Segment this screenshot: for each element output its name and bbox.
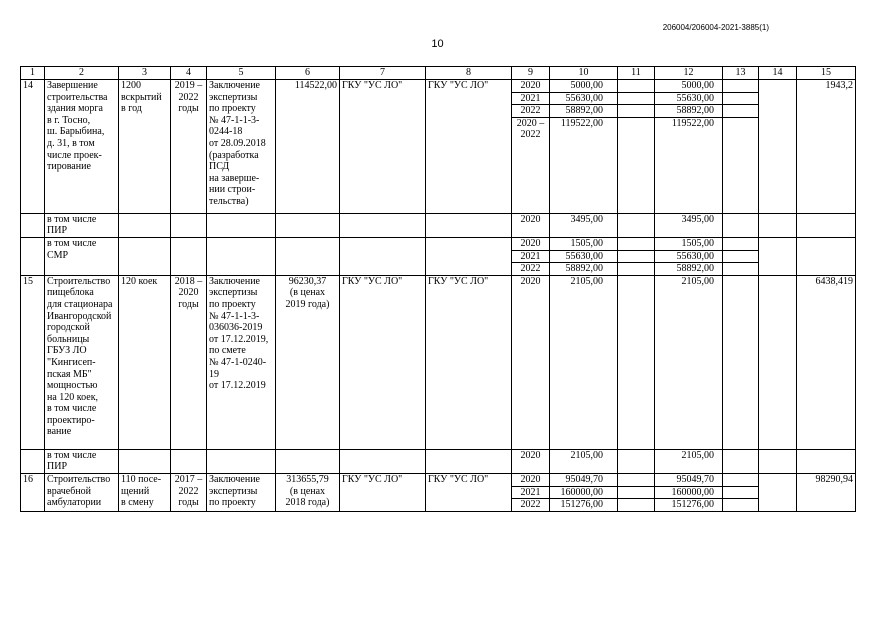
empty-cell <box>207 449 276 473</box>
header-cell: 4 <box>171 67 207 80</box>
document-id: 206004/206004-2021-3885(1) <box>662 23 769 32</box>
empty-cell <box>723 80 759 93</box>
amount: 119522,00 <box>550 117 618 213</box>
header-cell: 9 <box>512 67 550 80</box>
empty-cell <box>119 449 171 473</box>
amount-col12: 1505,00 <box>655 237 723 250</box>
subrow-label: в том числе СМР <box>45 237 119 275</box>
empty-cell <box>618 499 655 512</box>
empty-cell <box>759 213 797 237</box>
amount-col12: 160000,00 <box>655 486 723 499</box>
capacity: 1200 вскрытий в год <box>119 80 171 214</box>
amount: 1505,00 <box>550 237 618 250</box>
header-cell: 8 <box>426 67 512 80</box>
empty-cell <box>618 80 655 93</box>
empty-cell <box>618 486 655 499</box>
header-cell: 7 <box>340 67 426 80</box>
amount: 95049,70 <box>550 473 618 486</box>
empty-cell <box>21 237 45 275</box>
table-row <box>21 449 856 473</box>
subrow-label: в том числе ПИР <box>45 449 119 473</box>
empty-cell <box>618 92 655 105</box>
customer: ГКУ "УС ЛО" <box>340 473 426 511</box>
amount-col12: 3495,00 <box>655 213 723 237</box>
empty-cell <box>207 237 276 275</box>
empty-cell <box>618 275 655 449</box>
amount: 58892,00 <box>550 263 618 276</box>
empty-cell <box>618 473 655 486</box>
col15-value: 6438,419 <box>797 275 856 449</box>
empty-cell <box>171 237 207 275</box>
builder: ГКУ "УС ЛО" <box>426 473 512 511</box>
estimated-cost: 96230,37 (в ценах 2019 года) <box>276 275 340 449</box>
amount-col12: 58892,00 <box>655 263 723 276</box>
header-cell: 1 <box>21 67 45 80</box>
year: 2020 <box>512 237 550 250</box>
object-name: Строительство врачебной амбулатории <box>45 473 119 511</box>
year: 2020 <box>512 449 550 473</box>
empty-cell <box>618 237 655 250</box>
year: 2021 <box>512 92 550 105</box>
amount: 2105,00 <box>550 275 618 449</box>
basis: Заключение экспертизы по проекту № 47-1-1-3- 036036-2019 от 17.12.2019, по смете № 47-1-0240- 19 от 17.12.2019 <box>207 275 276 449</box>
empty-cell <box>21 213 45 237</box>
header-cell: 14 <box>759 67 797 80</box>
table-row <box>21 275 856 449</box>
amount-col12: 2105,00 <box>655 275 723 449</box>
table-row <box>21 473 856 486</box>
empty-cell <box>171 213 207 237</box>
empty-cell <box>759 275 797 449</box>
header-cell: 15 <box>797 67 856 80</box>
capacity: 120 коек <box>119 275 171 449</box>
header-cell: 6 <box>276 67 340 80</box>
empty-cell <box>426 213 512 237</box>
header-cell: 13 <box>723 67 759 80</box>
empty-cell <box>618 250 655 263</box>
header-cell: 11 <box>618 67 655 80</box>
empty-cell <box>426 237 512 275</box>
row-number: 16 <box>21 473 45 511</box>
table-row <box>21 237 856 250</box>
year: 2020 <box>512 473 550 486</box>
basis: Заключение экспертизы по проекту № 47-1-1-3- 0244-18 от 28.09.2018 (разработка ПСД на заверше- нии строи- тельства) <box>207 80 276 214</box>
year: 2020 <box>512 80 550 93</box>
amount-col12: 95049,70 <box>655 473 723 486</box>
header-cell: 12 <box>655 67 723 80</box>
period: 2019 – 2022 годы <box>171 80 207 214</box>
empty-cell <box>618 263 655 276</box>
row-number: 15 <box>21 275 45 449</box>
builder: ГКУ "УС ЛО" <box>426 80 512 214</box>
empty-cell <box>276 213 340 237</box>
year: 2020 – 2022 <box>512 117 550 213</box>
empty-cell <box>340 449 426 473</box>
empty-cell <box>21 449 45 473</box>
empty-cell <box>759 473 797 511</box>
amount: 3495,00 <box>550 213 618 237</box>
empty-cell <box>340 213 426 237</box>
empty-cell <box>723 237 759 250</box>
header-cell: 10 <box>550 67 618 80</box>
empty-cell <box>276 237 340 275</box>
amount: 151276,00 <box>550 499 618 512</box>
header-cell: 5 <box>207 67 276 80</box>
table-row <box>21 80 856 93</box>
period: 2017 – 2022 годы <box>171 473 207 511</box>
empty-cell <box>797 237 856 275</box>
empty-cell <box>207 213 276 237</box>
amount: 58892,00 <box>550 105 618 118</box>
empty-cell <box>618 449 655 473</box>
row-number: 14 <box>21 80 45 214</box>
empty-cell <box>723 117 759 213</box>
empty-cell <box>723 263 759 276</box>
amount-col12: 55630,00 <box>655 250 723 263</box>
investment-table <box>20 66 856 512</box>
basis: Заключение экспертизы по проекту <box>207 473 276 511</box>
empty-cell <box>723 92 759 105</box>
estimated-cost: 313655,79 (в ценах 2018 года) <box>276 473 340 511</box>
amount: 160000,00 <box>550 486 618 499</box>
page-number: 10 <box>431 38 444 50</box>
empty-cell <box>340 237 426 275</box>
estimated-cost: 114522,00 <box>276 80 340 214</box>
amount-col12: 5000,00 <box>655 80 723 93</box>
empty-cell <box>723 473 759 486</box>
empty-cell <box>759 237 797 275</box>
amount-col12: 58892,00 <box>655 105 723 118</box>
builder: ГКУ "УС ЛО" <box>426 275 512 449</box>
amount-col12: 151276,00 <box>655 499 723 512</box>
header-row <box>21 67 856 80</box>
empty-cell <box>426 449 512 473</box>
table-row <box>21 213 856 237</box>
empty-cell <box>723 275 759 449</box>
customer: ГКУ "УС ЛО" <box>340 80 426 214</box>
year: 2022 <box>512 105 550 118</box>
subrow-label: в том числе ПИР <box>45 213 119 237</box>
year: 2020 <box>512 275 550 449</box>
amount: 55630,00 <box>550 92 618 105</box>
empty-cell <box>723 213 759 237</box>
empty-cell <box>723 486 759 499</box>
capacity: 110 посе- щений в смену <box>119 473 171 511</box>
empty-cell <box>759 449 797 473</box>
col15-value: 1943,2 <box>797 80 856 214</box>
year: 2022 <box>512 263 550 276</box>
year: 2022 <box>512 499 550 512</box>
empty-cell <box>119 237 171 275</box>
object-name: Строительство пищеблока для стационара Ивангородской городской больницы ГБУЗ ЛО "Кингисеп- пская МБ" мощностью на 120 коек, в том числе проектиро- вание <box>45 275 119 449</box>
amount: 55630,00 <box>550 250 618 263</box>
amount-col12: 55630,00 <box>655 92 723 105</box>
year: 2020 <box>512 213 550 237</box>
empty-cell <box>723 250 759 263</box>
amount-col12: 2105,00 <box>655 449 723 473</box>
empty-cell <box>276 449 340 473</box>
empty-cell <box>171 449 207 473</box>
empty-cell <box>723 105 759 118</box>
empty-cell <box>723 449 759 473</box>
col15-value: 98290,94 <box>797 473 856 511</box>
header-cell: 2 <box>45 67 119 80</box>
empty-cell <box>797 213 856 237</box>
amount: 5000,00 <box>550 80 618 93</box>
empty-cell <box>797 449 856 473</box>
empty-cell <box>759 80 797 214</box>
empty-cell <box>618 213 655 237</box>
header-cell: 3 <box>119 67 171 80</box>
empty-cell <box>618 117 655 213</box>
amount-col12: 119522,00 <box>655 117 723 213</box>
amount: 2105,00 <box>550 449 618 473</box>
empty-cell <box>119 213 171 237</box>
period: 2018 – 2020 годы <box>171 275 207 449</box>
object-name: Завершение строительства здания морга в г. Тосно, ш. Барыбина, д. 31, в том числе проек- тирование <box>45 80 119 214</box>
year: 2021 <box>512 486 550 499</box>
customer: ГКУ "УС ЛО" <box>340 275 426 449</box>
empty-cell <box>723 499 759 512</box>
empty-cell <box>618 105 655 118</box>
year: 2021 <box>512 250 550 263</box>
